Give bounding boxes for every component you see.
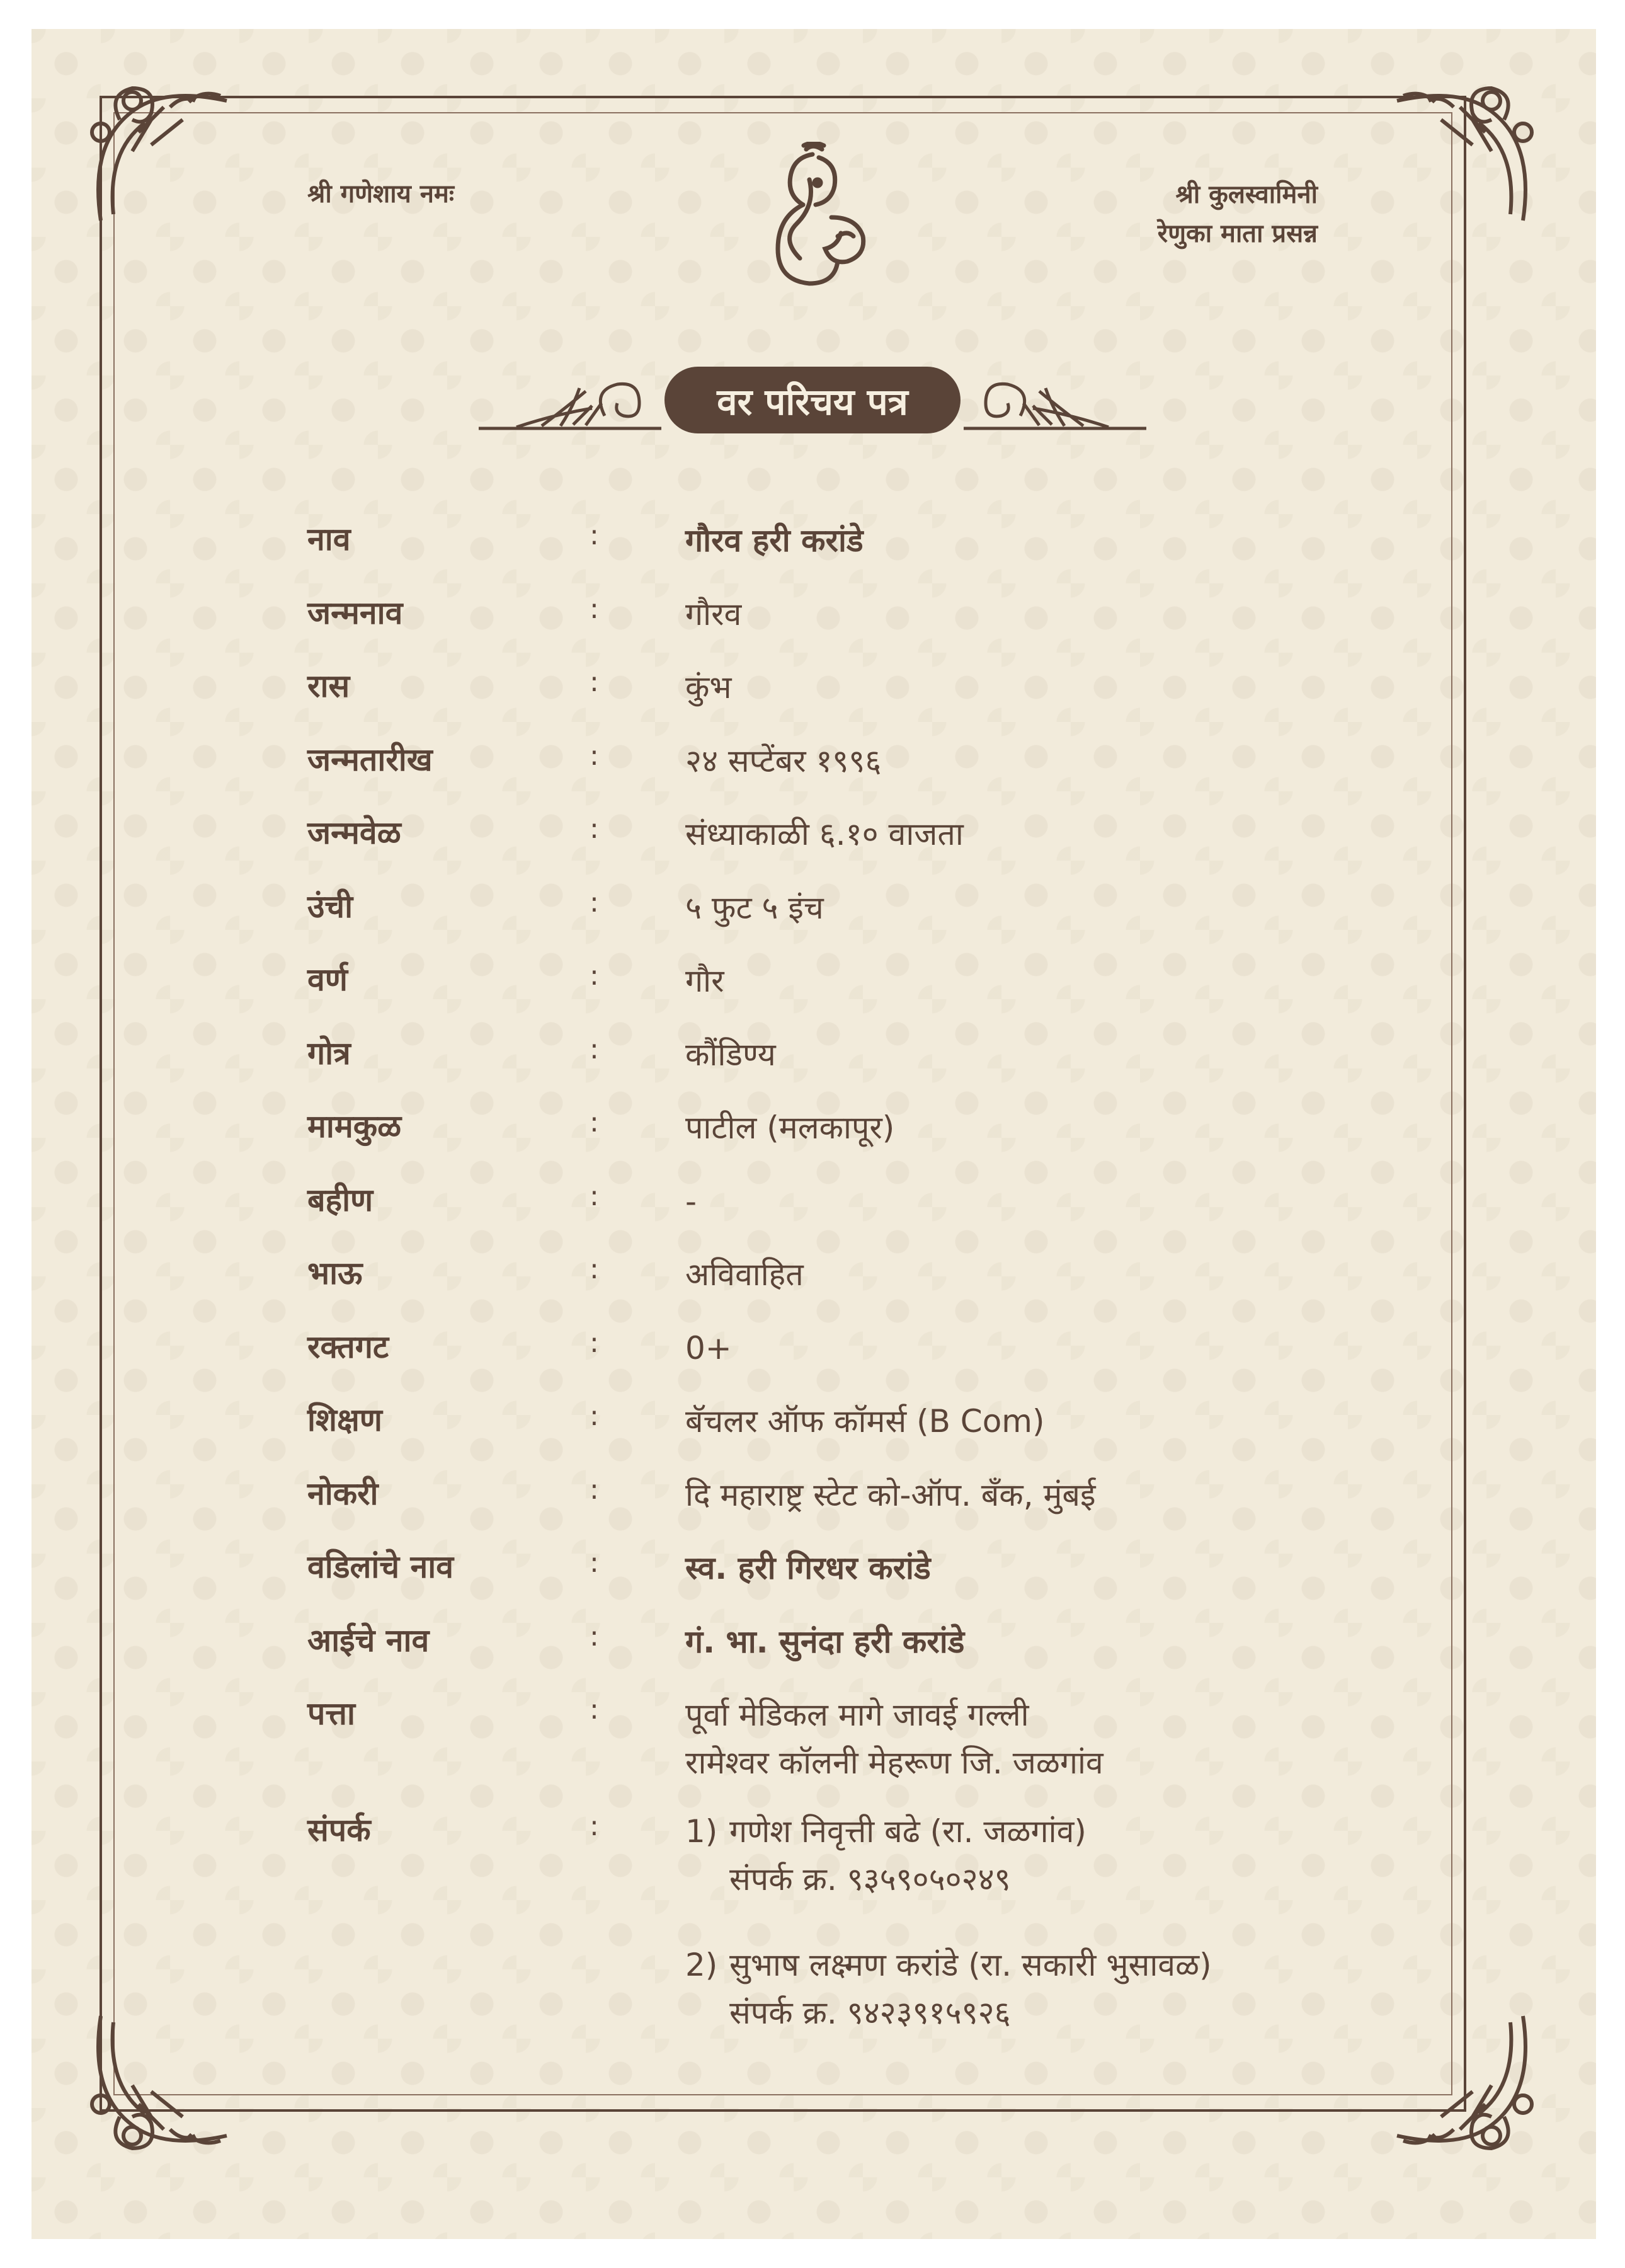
separator: : — [590, 1810, 599, 1842]
separator: : — [590, 1400, 599, 1432]
detail-row-birth-time — [307, 810, 1378, 884]
detail-row-gotra — [307, 1031, 1378, 1104]
address-line: पूर्वा मेडिकल मागे जावई गल्ली — [685, 1697, 1029, 1733]
detail-row-brother — [307, 1251, 1378, 1324]
detail-row-address — [307, 1691, 1378, 1807]
page-title: वर परिचय पत्र — [664, 367, 961, 433]
detail-label: वडिलांचे नाव — [307, 1549, 454, 1585]
detail-label: वर्ण — [307, 961, 348, 998]
contact-entry — [685, 1941, 1212, 2037]
separator: : — [590, 519, 599, 551]
detail-value: ५ फुट ५ इंच — [685, 889, 824, 926]
detail-label: जन्मनाव — [307, 594, 403, 631]
detail-row-height — [307, 884, 1378, 958]
detail-label: भाऊ — [307, 1255, 363, 1292]
separator: : — [590, 592, 599, 625]
detail-row-mother-name — [307, 1618, 1378, 1692]
corner-flourish-icon — [63, 63, 252, 252]
detail-label: आईचे नाव — [307, 1622, 430, 1659]
separator: : — [590, 739, 599, 772]
separator: : — [590, 1033, 599, 1065]
separator: : — [590, 1693, 599, 1726]
contact-number-marker: 2) — [685, 1947, 718, 1983]
detail-value: गौरव हरी करांडे — [685, 522, 864, 559]
contact-name: सुभाष लक्ष्मण करांडे (रा. सकारी भुसावळ) — [729, 1947, 1212, 1983]
separator: : — [590, 959, 599, 992]
detail-value: पाटील (मलकापूर) — [685, 1109, 895, 1146]
detail-label: गोत्र — [307, 1034, 351, 1072]
detail-label: रास — [307, 668, 350, 704]
detail-label: संपर्क — [307, 1812, 371, 1848]
blessing-right-line1: श्री कुलस्वामिनी — [1175, 180, 1318, 209]
detail-row-contact — [307, 1807, 1378, 2031]
detail-row-job — [307, 1471, 1378, 1545]
detail-value: गौर — [685, 963, 724, 999]
separator: : — [590, 1179, 599, 1212]
address-value — [685, 1691, 1103, 1787]
separator: : — [590, 1326, 599, 1359]
detail-value: गौरव — [685, 595, 742, 633]
detail-value: कुंभ — [685, 669, 732, 706]
detail-label: रक्तगट — [307, 1328, 389, 1365]
detail-value: दि महाराष्ट्र स्टेट को-ऑप. बँक, मुंबई — [685, 1476, 1096, 1513]
detail-row-maternal-family — [307, 1104, 1378, 1177]
corner-flourish-icon — [1372, 1984, 1561, 2174]
separator: : — [590, 1547, 599, 1579]
detail-row-complexion — [307, 957, 1378, 1031]
detail-label: बहीण — [307, 1181, 373, 1218]
separator: : — [590, 1106, 599, 1138]
detail-row-father-name — [307, 1544, 1378, 1618]
details-list — [307, 517, 1378, 2031]
separator: : — [590, 813, 599, 845]
detail-value: स्व. हरी गिरधर करांडे — [685, 1550, 931, 1586]
detail-label: नाव — [307, 521, 351, 558]
detail-label: पत्ता — [307, 1695, 355, 1732]
detail-value: संध्याकाळी ६.१० वाजता — [685, 816, 964, 852]
detail-row-education — [307, 1397, 1378, 1471]
detail-row-blood-group — [307, 1324, 1378, 1398]
detail-row-birth-name — [307, 590, 1378, 664]
contact-phone: संपर्क क्र. ९४२३९१५९२६ — [729, 1995, 1011, 2031]
detail-label: जन्मवेळ — [307, 815, 401, 851]
blessing-right — [940, 175, 1318, 253]
contact-entry — [685, 1807, 1212, 1903]
corner-flourish-icon — [63, 1984, 252, 2174]
corner-flourish-icon — [1372, 63, 1561, 252]
separator: : — [590, 886, 599, 919]
contact-number-marker: 1) — [685, 1813, 718, 1850]
detail-value: 0+ — [685, 1329, 732, 1366]
detail-label: नोकरी — [307, 1475, 379, 1512]
blessing-right-line2: रेणुका माता प्रसन्न — [1157, 219, 1318, 248]
detail-value: अविवाहित — [685, 1256, 804, 1293]
title-flourish-icon — [964, 365, 1146, 435]
detail-label: जन्मतारीख — [307, 741, 433, 778]
contact-name: गणेश निवृत्ती बढे (रा. जळगांव) — [729, 1813, 1086, 1850]
detail-row-birth-date — [307, 737, 1378, 811]
separator: : — [590, 1473, 599, 1506]
separator: : — [590, 1620, 599, 1652]
detail-value: कौंडिण्य — [685, 1036, 776, 1073]
detail-row-sister — [307, 1177, 1378, 1251]
separator: : — [590, 1253, 599, 1285]
separator: : — [590, 666, 599, 698]
contact-phone: संपर्क क्र. ९३५९०५०२४९ — [729, 1861, 1011, 1898]
title-banner — [479, 359, 1146, 441]
address-line: रामेश्वर कॉलनी मेहरूण जि. जळगांव — [685, 1744, 1103, 1781]
detail-value: बॅचलर ऑफ कॉमर्स (B Com) — [685, 1403, 1045, 1440]
detail-label: उंची — [307, 888, 353, 925]
title-flourish-icon — [479, 365, 661, 435]
contact-list — [685, 1807, 1212, 2075]
detail-label: मामकुळ — [307, 1108, 402, 1145]
detail-value: - — [685, 1183, 697, 1220]
detail-value: गं. भा. सुनंदा हरी करांडे — [685, 1623, 965, 1660]
ganesha-icon — [743, 142, 882, 306]
detail-row-rashi — [307, 663, 1378, 737]
blessing-left: श्री गणेशाय नमः — [307, 180, 454, 209]
detail-row-name — [307, 517, 1378, 590]
detail-label: शिक्षण — [307, 1402, 382, 1438]
detail-value: २४ सप्टेंबर १९९६ — [685, 742, 882, 779]
